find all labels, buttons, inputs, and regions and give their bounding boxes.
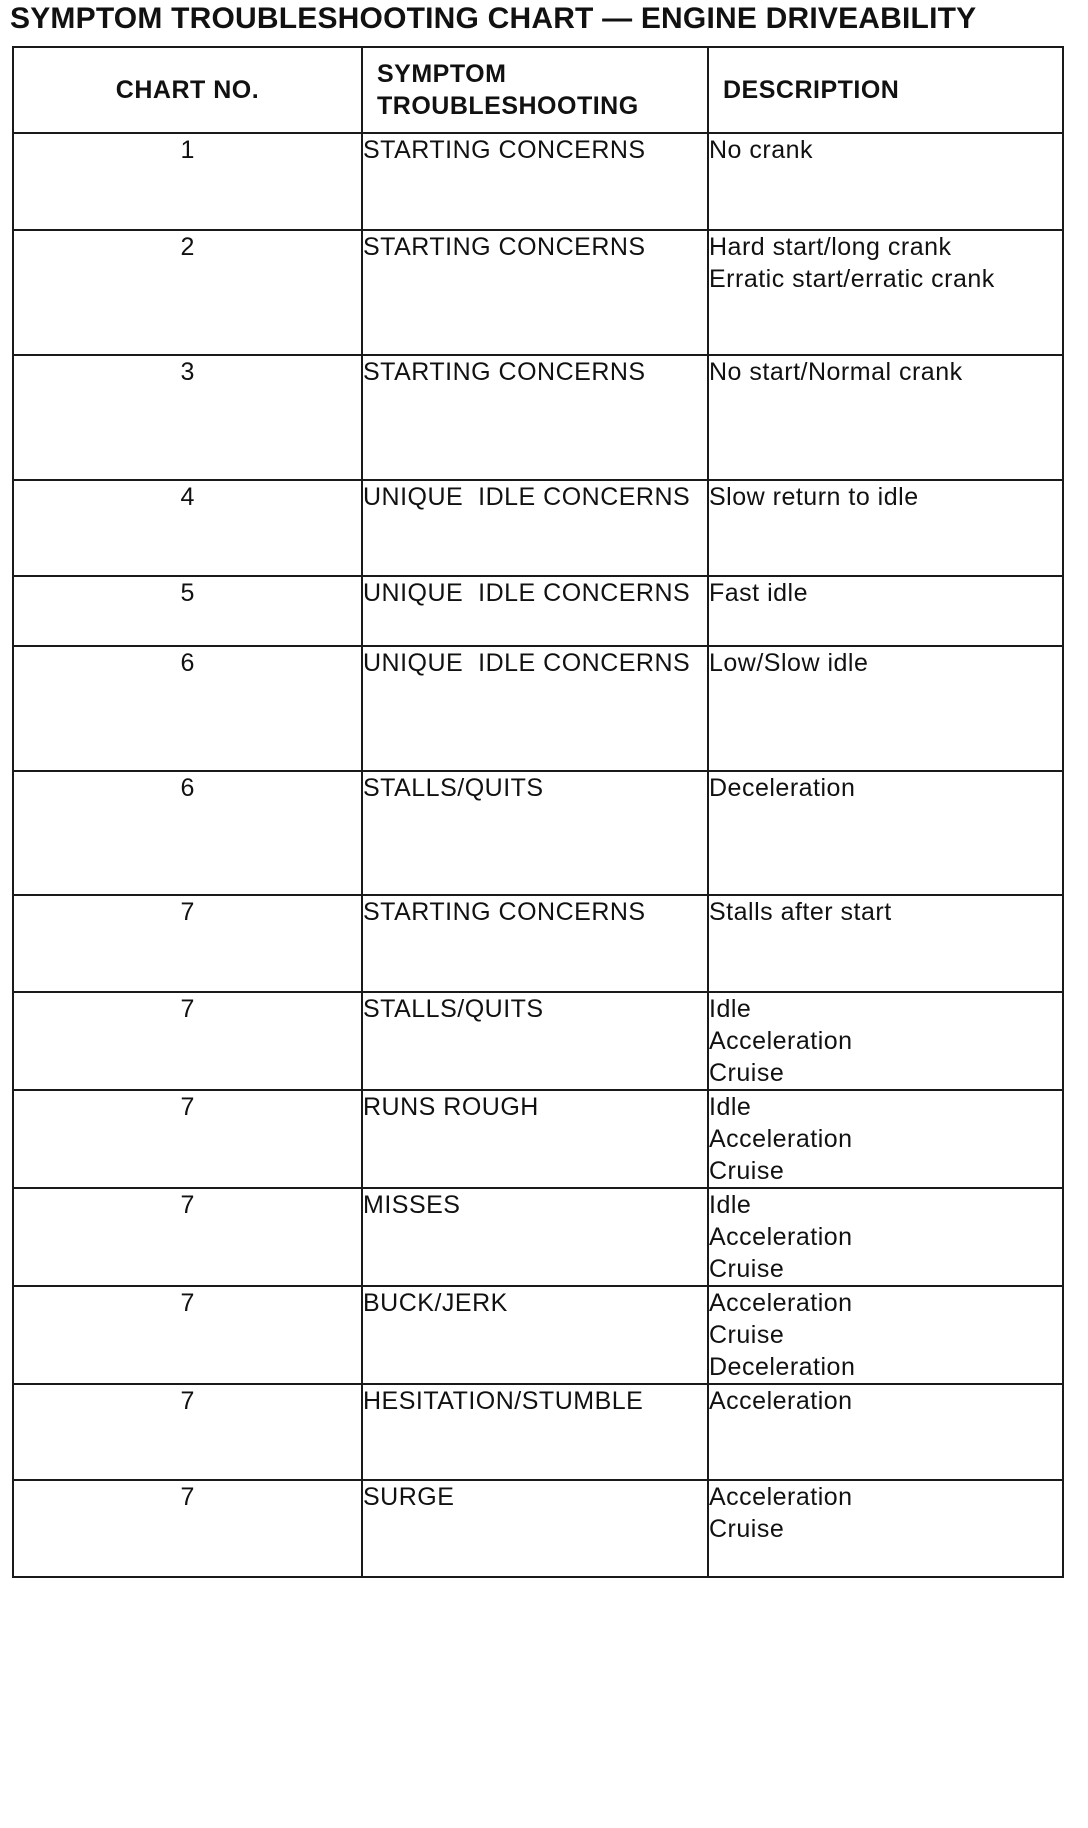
description-line: Cruise [709, 1059, 785, 1087]
table-row [13, 480, 1063, 576]
table-row [13, 133, 1063, 230]
description-line: Hard start/long crank [709, 233, 952, 261]
header-symptom-line1: SYMPTOM [377, 60, 507, 88]
table-row [13, 771, 1063, 895]
symptom-cell: STARTING CONCERNS [362, 230, 708, 355]
description-cell [708, 355, 1063, 480]
description-line: Cruise [709, 1157, 785, 1185]
table-row [13, 1188, 1063, 1286]
description-line: Acceleration [709, 1223, 853, 1251]
table-row [13, 1286, 1063, 1384]
description-cell [708, 576, 1063, 646]
chart-number-cell: 6 [13, 646, 362, 771]
description-cell [708, 1090, 1063, 1188]
description-line: Acceleration [709, 1483, 853, 1511]
description-line: Deceleration [709, 774, 856, 802]
chart-number-cell: 7 [13, 992, 362, 1090]
description-line: Idle [709, 1191, 752, 1219]
chart-number-cell: 7 [13, 1480, 362, 1577]
symptom-cell: BUCK/JERK [362, 1286, 708, 1384]
description-cell [708, 646, 1063, 771]
troubleshooting-table [12, 46, 1064, 1578]
description-cell [708, 992, 1063, 1090]
symptom-cell: STALLS/QUITS [362, 771, 708, 895]
description-line: No crank [709, 136, 814, 164]
header-symptom [362, 47, 708, 133]
description-cell [708, 1188, 1063, 1286]
table-row [13, 895, 1063, 992]
symptom-cell: SURGE [362, 1480, 708, 1577]
description-line: Acceleration [709, 1027, 853, 1055]
description-cell [708, 230, 1063, 355]
symptom-cell: MISSES [362, 1188, 708, 1286]
page-title: SYMPTOM TROUBLESHOOTING CHART — ENGINE DRIVEABILITY [10, 2, 977, 35]
table-row [13, 1384, 1063, 1480]
chart-number-cell: 4 [13, 480, 362, 576]
description-line: Acceleration [709, 1289, 853, 1317]
description-line: Idle [709, 1093, 752, 1121]
table-row [13, 992, 1063, 1090]
description-cell [708, 1480, 1063, 1577]
chart-number-cell: 7 [13, 895, 362, 992]
table-row [13, 1480, 1063, 1577]
description-line: Idle [709, 995, 752, 1023]
table-header-row [13, 47, 1063, 133]
description-line: Erratic start/erratic crank [709, 265, 995, 293]
table-row [13, 1090, 1063, 1188]
table-row [13, 646, 1063, 771]
description-cell [708, 480, 1063, 576]
description-cell [708, 771, 1063, 895]
description-line: Fast idle [709, 579, 808, 607]
symptom-cell: STALLS/QUITS [362, 992, 708, 1090]
chart-number-cell: 5 [13, 576, 362, 646]
header-chart-no: CHART NO. [13, 47, 362, 133]
symptom-cell: HESITATION/STUMBLE [362, 1384, 708, 1480]
chart-number-cell: 7 [13, 1090, 362, 1188]
description-line: Cruise [709, 1515, 785, 1543]
table-body [13, 133, 1063, 1577]
symptom-cell: STARTING CONCERNS [362, 355, 708, 480]
table-row [13, 576, 1063, 646]
table-row [13, 230, 1063, 355]
chart-number-cell: 2 [13, 230, 362, 355]
symptom-cell: UNIQUE IDLE CONCERNS [362, 480, 708, 576]
symptom-cell: STARTING CONCERNS [362, 895, 708, 992]
description-line: No start/Normal crank [709, 358, 963, 386]
description-cell [708, 133, 1063, 230]
chart-number-cell: 6 [13, 771, 362, 895]
symptom-cell: STARTING CONCERNS [362, 133, 708, 230]
description-cell [708, 895, 1063, 992]
table-row [13, 355, 1063, 480]
description-line: Low/Slow idle [709, 649, 869, 677]
chart-number-cell: 7 [13, 1384, 362, 1480]
description-line: Cruise [709, 1255, 785, 1283]
description-line: Acceleration [709, 1125, 853, 1153]
header-description: DESCRIPTION [708, 47, 1063, 133]
symptom-cell: UNIQUE IDLE CONCERNS [362, 646, 708, 771]
symptom-cell: UNIQUE IDLE CONCERNS [362, 576, 708, 646]
chart-number-cell: 7 [13, 1286, 362, 1384]
chart-number-cell: 1 [13, 133, 362, 230]
header-symptom-line2: TROUBLESHOOTING [377, 92, 639, 120]
description-line: Acceleration [709, 1387, 853, 1415]
description-line: Slow return to idle [709, 483, 919, 511]
description-cell [708, 1286, 1063, 1384]
chart-number-cell: 7 [13, 1188, 362, 1286]
description-line: Stalls after start [709, 898, 892, 926]
description-line: Deceleration [709, 1353, 856, 1381]
chart-number-cell: 3 [13, 355, 362, 480]
description-cell [708, 1384, 1063, 1480]
description-line: Cruise [709, 1321, 785, 1349]
symptom-cell: RUNS ROUGH [362, 1090, 708, 1188]
